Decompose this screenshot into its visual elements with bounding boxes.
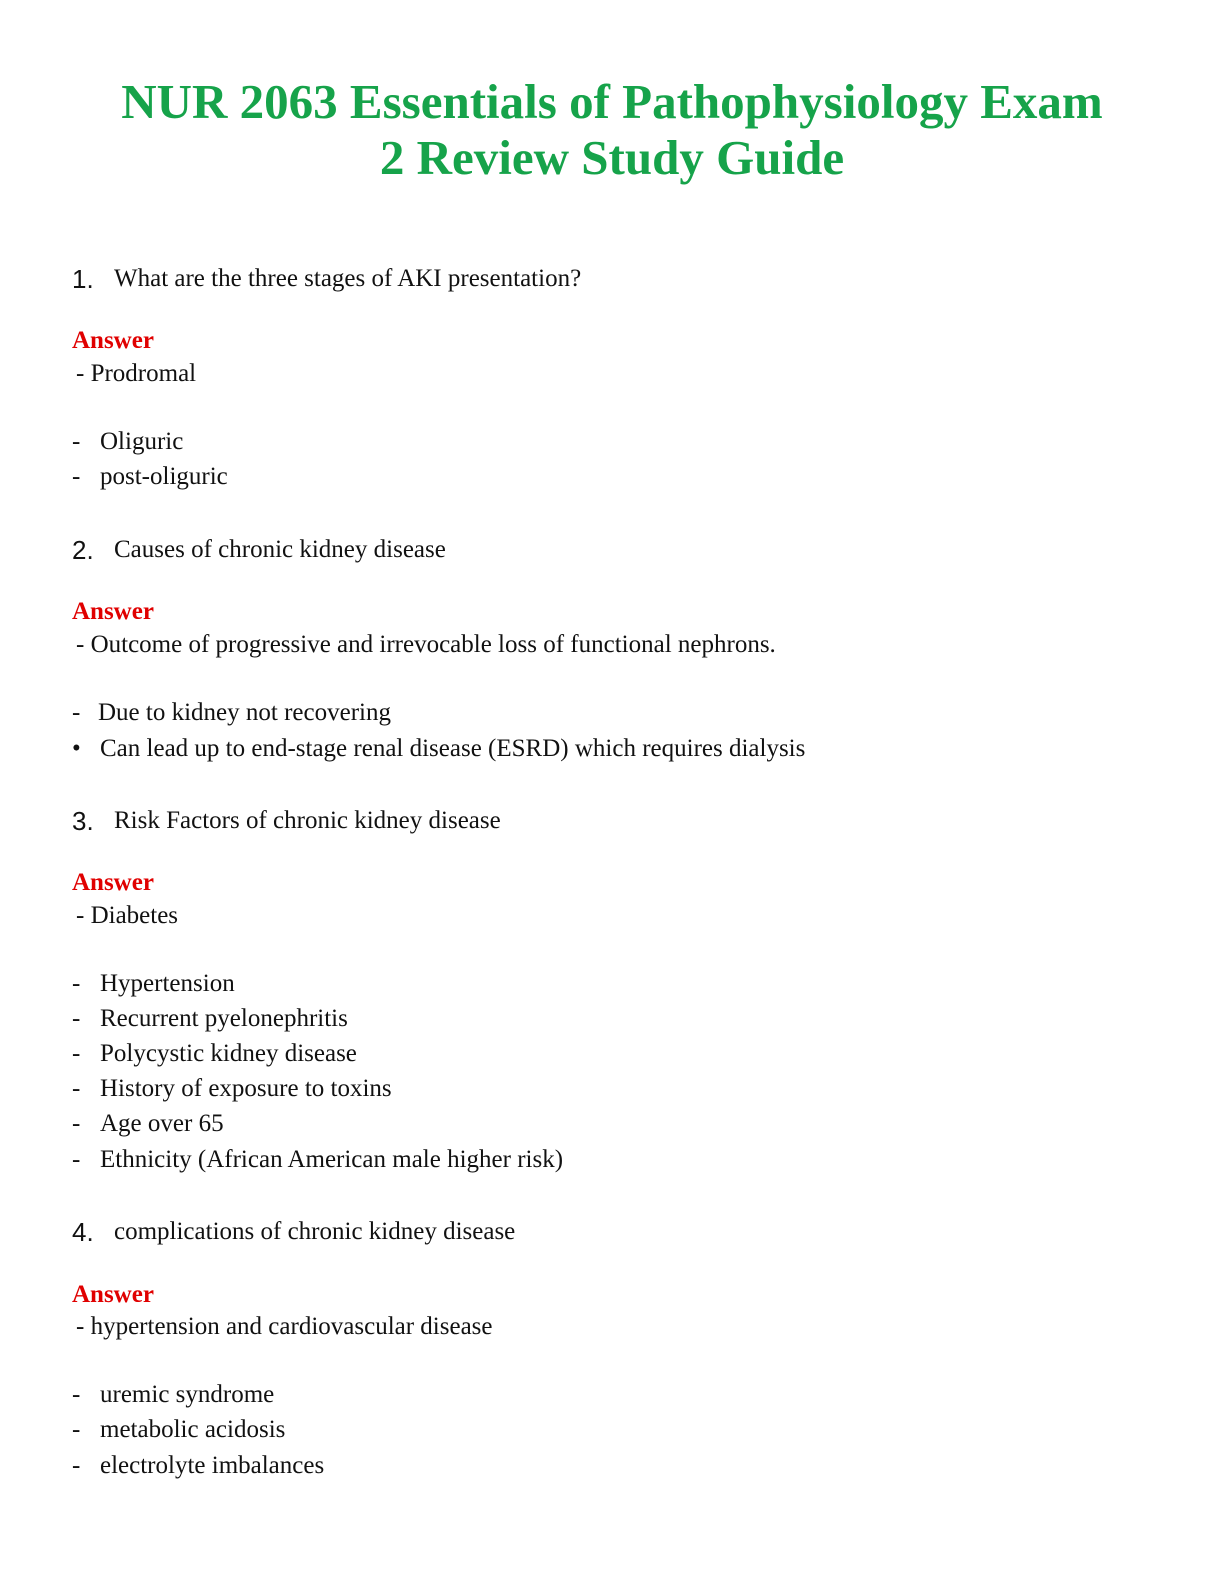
question-4 [72,1217,516,1249]
question-number: 4. [72,1217,94,1247]
dash-marker: - [72,1040,81,1067]
dash-marker: - [72,428,81,455]
answer-label: Answer [72,327,154,354]
question-text: complications of chronic kidney disease [114,1218,516,1245]
answer-first-line: - Diabetes [76,902,179,929]
dash-marker: - [72,970,81,997]
question-2 [72,535,446,567]
question-text: Risk Factors of chronic kidney disease [114,807,501,834]
answer-item-text: Due to kidney not recovering [98,699,391,726]
answer-item-text: uremic syndrome [100,1381,275,1408]
answer-item-text: Recurrent pyelonephritis [100,1005,348,1032]
question-text: Causes of chronic kidney disease [114,536,446,563]
answer-label: Answer [72,1281,154,1308]
answer-item-text: post-oliguric [100,463,228,490]
answer-item-text: Ethnicity (African American male higher risk) [100,1146,564,1173]
dash-marker: - [72,1110,81,1137]
answer-label: Answer [72,598,154,625]
dash-marker: - [72,1452,81,1479]
answer-item-text: Hypertension [100,970,235,997]
question-number: 1. [72,264,94,294]
answer-item-text: Age over 65 [100,1110,224,1137]
bullet-marker: • [72,735,81,762]
answer-first-line: - hypertension and cardiovascular disease [76,1313,493,1340]
dash-marker: - [72,1075,81,1102]
question-1 [72,264,582,296]
question-number: 2. [72,535,94,565]
answer-first-line: - Outcome of progressive and irrevocable loss of functional nephrons. [76,631,776,658]
dash-marker: - [72,1005,81,1032]
question-number: 3. [72,806,94,836]
answer-item-text: Polycystic kidney disease [100,1040,357,1067]
answer-item-text: History of exposure to toxins [100,1075,392,1102]
title-line-2: 2 Review Study Guide [379,130,845,185]
answer-item-text: electrolyte imbalances [100,1452,325,1479]
answer-item-text: Oliguric [100,428,184,455]
dash-marker: - [72,1381,81,1408]
dash-marker: - [72,463,81,490]
answer-label: Answer [72,869,154,896]
question-3 [72,806,501,838]
title-line-1: NUR 2063 Essentials of Pathophysiology Exam [121,74,1103,129]
document-title [0,74,1224,186]
dash-marker: - [72,699,81,726]
answer-first-line: - Prodromal [76,360,197,387]
answer-item-text: metabolic acidosis [100,1416,286,1443]
answer-item-text: Can lead up to end-stage renal disease (ESRD) which requires dialysis [100,735,806,762]
dash-marker: - [72,1416,81,1443]
dash-marker: - [72,1146,81,1173]
question-text: What are the three stages of AKI presentation? [114,265,582,292]
